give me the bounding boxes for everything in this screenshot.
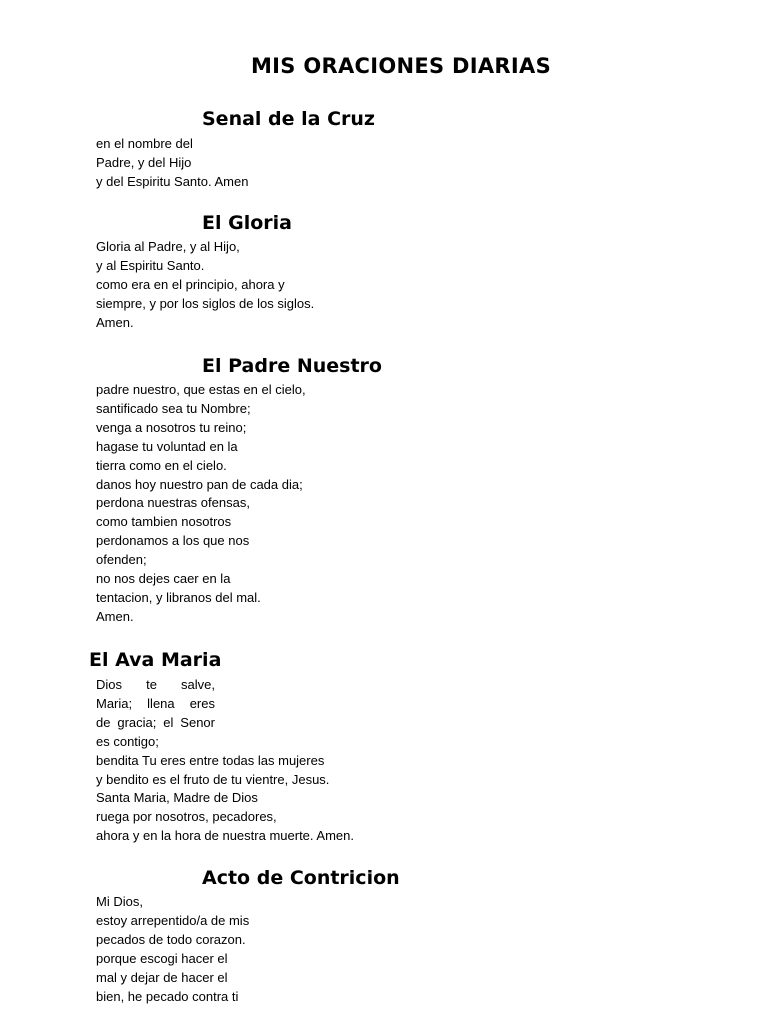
prayer-el-padre-nuestro <box>96 381 306 627</box>
prayer-word: llena <box>147 695 175 711</box>
prayer-line: venga a nosotros tu reino; <box>96 419 247 435</box>
heading-el-ava-maria: El Ava Maria <box>89 649 222 671</box>
prayer-el-ava-maria <box>96 676 354 846</box>
prayer-line: como era en el principio, ahora y <box>96 276 285 292</box>
heading-el-padre-nuestro: El Padre Nuestro <box>202 355 382 377</box>
prayer-line: es contigo; <box>96 733 159 749</box>
heading-acto-de-contricion: Acto de Contricion <box>202 867 400 889</box>
prayer-line: como tambien nosotros <box>96 514 232 530</box>
prayer-line: danos hoy nuestro pan de cada dia; <box>96 476 303 492</box>
prayer-line: ruega por nosotros, pecadores, <box>96 809 277 825</box>
prayer-line: perdonamos a los que nos <box>96 533 250 549</box>
prayer-line: mal y dejar de hacer el <box>96 969 228 985</box>
prayer-line: y del Espiritu Santo. Amen <box>96 173 249 189</box>
prayer-line <box>96 676 215 695</box>
prayer-line: bendita Tu eres entre todas las mujeres <box>96 752 325 768</box>
prayer-word: de <box>96 714 111 730</box>
prayer-line: Padre, y del Hijo <box>96 154 192 170</box>
prayer-line: padre nuestro, que estas en el cielo, <box>96 382 306 397</box>
prayer-line: santificado sea tu Nombre; <box>96 400 251 416</box>
prayer-word: Dios <box>96 677 123 692</box>
heading-el-gloria: El Gloria <box>202 212 292 234</box>
prayer-line: perdona nuestras ofensas, <box>96 495 250 511</box>
prayer-word: Senor <box>180 714 215 730</box>
prayer-word: gracia; <box>117 714 157 730</box>
prayer-line <box>96 714 215 733</box>
prayer-line: hagase tu voluntad en la <box>96 438 238 454</box>
prayer-line: no nos dejes caer en la <box>96 571 231 587</box>
prayer-word: el <box>163 714 174 730</box>
prayer-line: ofenden; <box>96 552 147 568</box>
prayer-word: salve, <box>181 677 215 692</box>
prayer-line: estoy arrepentido/a de mis <box>96 912 250 928</box>
prayer-line: pecados de todo corazon. <box>96 931 246 947</box>
prayer-line: y al Espiritu Santo. <box>96 257 205 273</box>
prayer-line: Amen. <box>96 314 134 330</box>
prayer-line: en el nombre del <box>96 136 193 151</box>
prayer-el-gloria <box>96 238 314 333</box>
prayer-acto-de-contricion <box>96 893 249 1006</box>
prayer-word: eres <box>189 695 215 711</box>
prayer-line: tentacion, y libranos del mal. <box>96 589 261 605</box>
prayer-line: Gloria al Padre, y al Hijo, <box>96 239 240 254</box>
prayer-line: tierra como en el cielo. <box>96 457 227 473</box>
prayer-line: Santa Maria, Madre de Dios <box>96 790 258 806</box>
prayer-line: porque escogi hacer el <box>96 950 228 966</box>
prayer-senal-de-la-cruz <box>96 135 248 192</box>
heading-senal-de-la-cruz: Senal de la Cruz <box>202 108 375 130</box>
prayer-line: ahora y en la hora de nuestra muerte. Amen. <box>96 828 354 844</box>
prayer-line: siempre, y por los siglos de los siglos. <box>96 295 315 311</box>
prayer-word: Maria; <box>96 695 133 711</box>
prayer-line: y bendito es el fruto de tu vientre, Jesus. <box>96 771 330 787</box>
prayer-line: bien, he pecado contra ti <box>96 988 239 1004</box>
prayer-word: te <box>146 677 157 692</box>
prayer-line <box>96 695 215 714</box>
document-title: MIS ORACIONES DIARIAS <box>250 54 551 78</box>
prayer-line: Amen. <box>96 608 134 624</box>
prayer-line: Mi Dios, <box>96 894 143 909</box>
